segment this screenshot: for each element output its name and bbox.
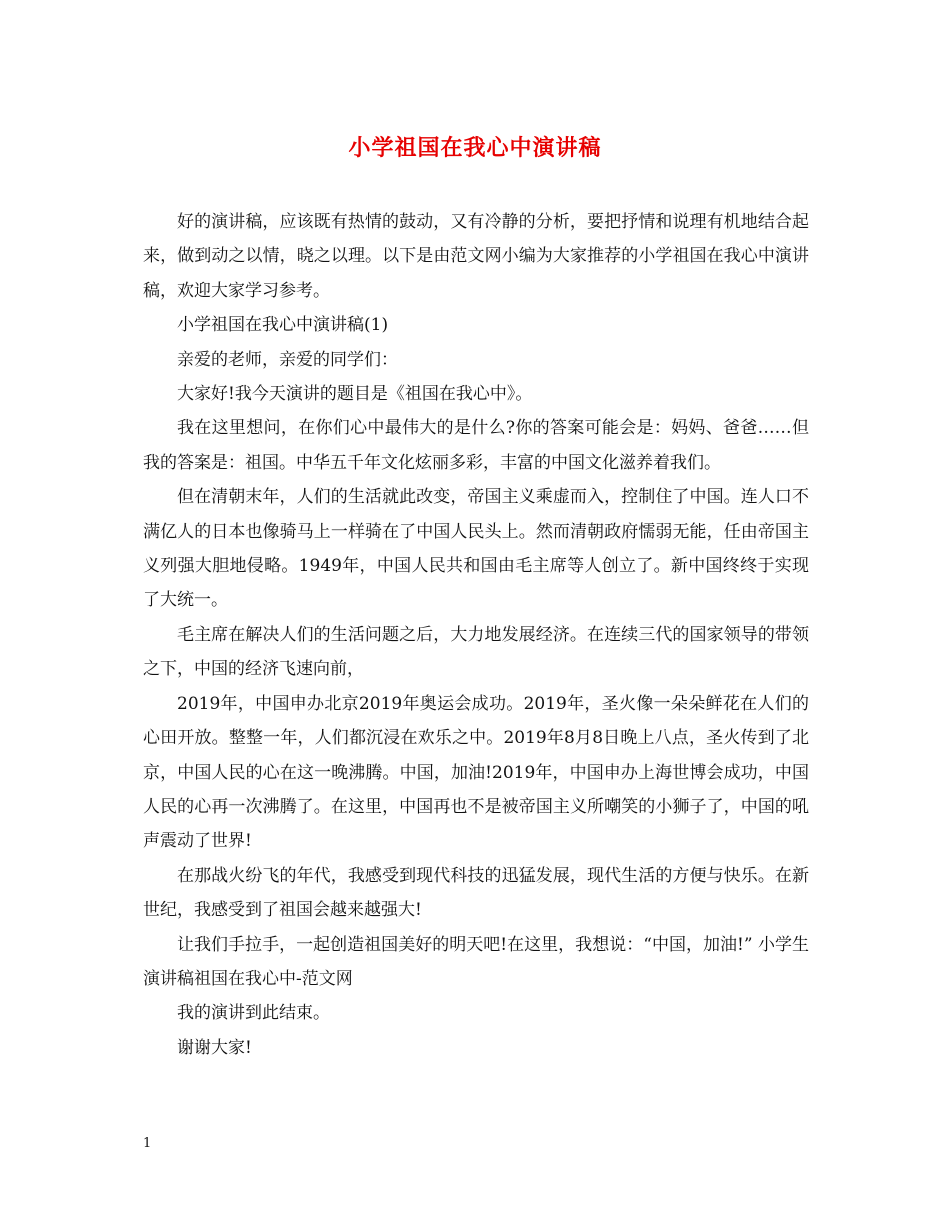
paragraph-thanks: 谢谢大家! bbox=[177, 1037, 252, 1058]
paragraph-ending: 我的演讲到此结束。 bbox=[177, 1003, 330, 1024]
paragraph-olympics: 2019年，中国申办北京2019年奥运会成功。2019年，圣火像一朵朵鲜花在人们的心田开放。整整一年，人们都沉浸在欢乐之中。2019年8月8日晚上八点，圣火传到了北京，中国人民的心在这一晚沸腾。中国，加油!2019年，中国申办上海世博会成功，中国人民的心再一次沸腾了。在这里，中国再也不是被帝国主义所嘲笑的小狮子了，中国的吼声震动了世界! bbox=[143, 693, 809, 852]
paragraph-question: 我在这里想问，在你们心中最伟大的是什么?你的答案可能会是：妈妈、爸爸……但我的答案是：祖国。中华五千年文化炫丽多彩，丰富的中国文化滋养着我们。 bbox=[143, 418, 809, 473]
paragraph-history: 但在清朝末年，人们的生活就此改变，帝国主义乘虚而入，控制住了中国。连人口不满亿人的日本也像骑马上一样骑在了中国人民头上。然而清朝政府懦弱无能，任由帝国主义列强大胆地侵略。1949年，中国人民共和国由毛主席等人创立了。新中国终终于实现了大统一。 bbox=[143, 487, 809, 611]
paragraph-new-century: 在那战火纷飞的年代，我感受到现代科技的迅猛发展，现代生活的方便与快乐。在新世纪，我感受到了祖国会越来越强大! bbox=[143, 865, 809, 921]
document-title: 小学祖国在我心中演讲稿 bbox=[348, 135, 602, 161]
paragraph-subtitle: 小学祖国在我心中演讲稿(1) bbox=[177, 315, 389, 336]
page-number: 1 bbox=[143, 1136, 152, 1151]
paragraph-salutation: 亲爱的老师，亲爱的同学们： bbox=[177, 349, 398, 370]
paragraph-greeting: 大家好!我今天演讲的题目是《祖国在我心中》。 bbox=[177, 384, 533, 405]
paragraph-call-to-action: 让我们手拉手，一起创造祖国美好的明天吧!在这里，我想说：“中国，加油!” 小学生演讲稿祖国在我心中-范文网 bbox=[143, 934, 809, 989]
paragraph-intro: 好的演讲稿，应该既有热情的鼓动，又有冷静的分析，要把抒情和说理有机地结合起来，做到动之以情，晓之以理。以下是由范文网小编为大家推荐的小学祖国在我心中演讲稿，欢迎大家学习参考。 bbox=[143, 212, 809, 301]
paragraph-economy: 毛主席在解决人们的生活问题之后，大力地发展经济。在连续三代的国家领导的带领之下，中国的经济飞速向前， bbox=[143, 624, 809, 680]
document-body bbox=[143, 205, 809, 1065]
